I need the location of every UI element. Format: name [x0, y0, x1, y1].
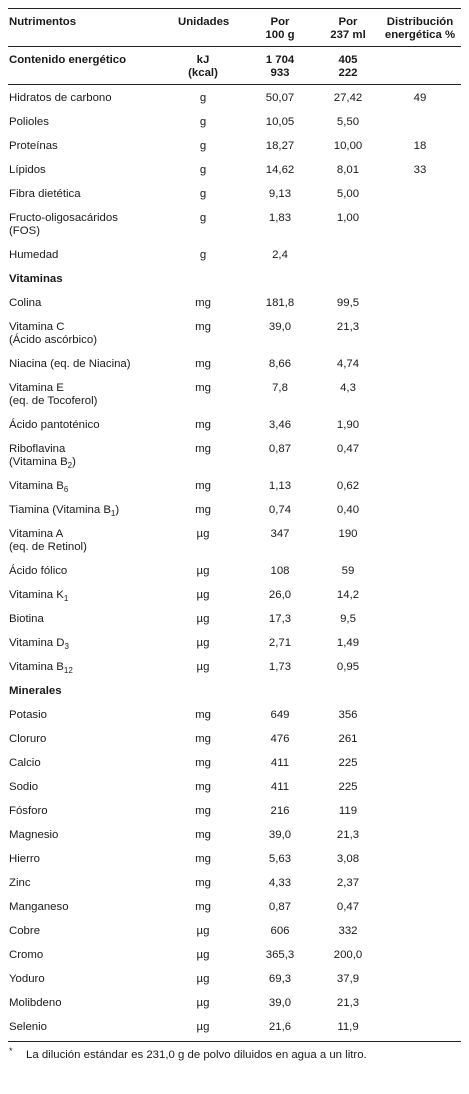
- cell-p100-zinc: 4,33: [268, 877, 292, 889]
- name-text: Fósforo: [9, 805, 48, 817]
- cell-unit-lipidos: g: [199, 164, 207, 176]
- header-por-237ml-line1: Por: [338, 16, 358, 28]
- name-text: Molibdeno: [9, 997, 62, 1009]
- energy-rule: [8, 84, 461, 85]
- subscript: 1: [63, 594, 69, 603]
- name-text: Lípidos: [9, 164, 46, 176]
- name-text: (Vitamina B: [9, 456, 68, 468]
- cell-p237-acido-pantotenico: 1,90: [336, 419, 360, 431]
- nutrient-name-acido-pantotenico: [9, 419, 100, 432]
- nutrient-name-zinc: [9, 877, 31, 890]
- name-text: Zinc: [9, 877, 31, 889]
- cell-unit-cobre: µg: [196, 925, 210, 937]
- name-text: Vitamina B: [9, 480, 64, 492]
- nutrient-name-lipidos: [9, 164, 46, 177]
- energy-unit-kcal: (kcal): [188, 67, 218, 79]
- name-text: (eq. de Retinol): [9, 541, 87, 553]
- cell-unit-cromo: µg: [196, 949, 210, 961]
- name-text: (FOS): [9, 225, 41, 237]
- cell-p100-vitamina-b12: 1,73: [268, 661, 292, 673]
- nutrient-name-vitamina-c-acido-ascorbico-line1: [9, 321, 65, 334]
- nutrient-name-niacina-eq-de-niacina: [9, 358, 131, 371]
- cell-p237-polioles: 5,50: [336, 116, 360, 128]
- name-text: Fructo-oligosacáridos: [9, 212, 118, 224]
- cell-p237-cobre: 332: [338, 925, 358, 937]
- name-text: Niacina (eq. de Niacina): [9, 358, 131, 370]
- subscript: 3: [64, 642, 69, 651]
- cell-unit-humedad: g: [199, 249, 207, 261]
- table-top-rule: [8, 8, 461, 9]
- cell-p100-hierro: 5,63: [268, 853, 292, 865]
- cell-p237-sodio: 225: [338, 781, 358, 793]
- name-text: Selenio: [9, 1021, 47, 1033]
- name-text: ): [115, 504, 120, 516]
- nutrient-name-vitamina-a-eq-de-retinol-line1: [9, 528, 63, 541]
- cell-unit-cloruro: mg: [195, 733, 211, 745]
- cell-p237-tiamina-vitamina-b1: 0,40: [336, 504, 360, 516]
- nutrient-name-tiamina-vitamina-b1: [9, 504, 119, 517]
- nutrient-name-vitamina-k1: [9, 589, 68, 602]
- table-bottom-rule: [8, 1041, 461, 1042]
- nutrient-name-fructo-oligosacaridos-fos-line2: [9, 225, 40, 238]
- energy-per237-kj: 405: [338, 54, 358, 66]
- header-distribucion-line2: energética %: [384, 29, 456, 41]
- cell-unit-proteinas: g: [199, 140, 207, 152]
- nutrient-name-selenio: [9, 1021, 47, 1034]
- name-text: Vitamina K: [9, 589, 64, 601]
- name-text: Fibra dietética: [9, 188, 81, 200]
- cell-p100-acido-pantotenico: 3,46: [268, 419, 292, 431]
- nutrient-name-fructo-oligosacaridos-fos-line1: [9, 212, 118, 225]
- cell-p100-acido-folico: 108: [270, 565, 290, 577]
- nutrient-name-vitamina-b12: [9, 661, 73, 674]
- nutrient-name-biotina: [9, 613, 44, 626]
- nutrient-name-potasio: [9, 709, 47, 722]
- name-text: Manganeso: [9, 901, 69, 913]
- nutrient-name-cromo: [9, 949, 43, 962]
- name-text: Polioles: [9, 116, 49, 128]
- cell-unit-fibra-dietetica: g: [199, 188, 207, 200]
- cell-p100-potasio: 649: [270, 709, 290, 721]
- energy-unit-kj: kJ: [196, 54, 210, 66]
- cell-p237-molibdeno: 21,3: [336, 997, 360, 1009]
- nutrient-name-yoduro: [9, 973, 45, 986]
- cell-unit-vitamina-e-eq-de-tocoferol: mg: [195, 382, 211, 394]
- cell-unit-selenio: µg: [196, 1021, 210, 1033]
- cell-p100-vitamina-a-eq-de-retinol: 347: [270, 528, 290, 540]
- name-text: Vitamina D: [9, 637, 65, 649]
- cell-p100-vitamina-c-acido-ascorbico: 39,0: [268, 321, 292, 333]
- name-text: ): [72, 456, 76, 468]
- name-text: Proteínas: [9, 140, 58, 152]
- nutrient-name-polioles: [9, 116, 49, 129]
- cell-p237-acido-folico: 59: [341, 565, 355, 577]
- nutrient-name-colina: [9, 297, 41, 310]
- cell-unit-hidratos-de-carbono: g: [199, 92, 207, 104]
- cell-p237-zinc: 2,37: [336, 877, 360, 889]
- nutrient-name-sodio: [9, 781, 38, 794]
- cell-unit-riboflavina-vitamina-b2: mg: [195, 443, 211, 455]
- cell-p237-cloruro: 261: [338, 733, 358, 745]
- cell-p100-yoduro: 69,3: [268, 973, 292, 985]
- cell-p237-vitamina-b6: 0,62: [336, 480, 360, 492]
- header-rule: [8, 46, 461, 47]
- cell-p100-magnesio: 39,0: [268, 829, 292, 841]
- cell-p100-fosforo: 216: [270, 805, 290, 817]
- cell-p237-vitamina-k1: 14,2: [336, 589, 360, 601]
- nutrient-name-acido-folico: [9, 565, 67, 578]
- header-unidades: Unidades: [178, 16, 230, 28]
- nutrient-name-humedad: [9, 249, 58, 262]
- nutrient-name-riboflavina-vitamina-b2-line1: [9, 443, 65, 456]
- header-distribucion-line1: Distribución: [386, 16, 454, 28]
- name-text: Cobre: [9, 925, 41, 937]
- name-text: Potasio: [9, 709, 47, 721]
- cell-unit-magnesio: mg: [195, 829, 211, 841]
- cell-p100-colina: 181,8: [265, 297, 295, 309]
- nutrient-name-manganeso: [9, 901, 69, 914]
- nutrient-name-vitamina-e-eq-de-tocoferol-line2: [9, 395, 97, 408]
- name-text: Vitamina C: [9, 321, 65, 333]
- cell-p100-tiamina-vitamina-b1: 0,74: [268, 504, 292, 516]
- nutrient-name-cobre: [9, 925, 40, 938]
- cell-unit-vitamina-a-eq-de-retinol: µg: [196, 528, 210, 540]
- name-text: Riboflavina: [9, 443, 66, 455]
- cell-p100-cromo: 365,3: [265, 949, 295, 961]
- cell-p100-cobre: 606: [270, 925, 290, 937]
- header-por-100g-line2: 100 g: [265, 29, 295, 41]
- cell-p100-vitamina-d3: 2,71: [268, 637, 292, 649]
- nutrient-name-proteinas: [9, 140, 58, 153]
- nutrient-name-vitamina-e-eq-de-tocoferol-line1: [9, 382, 64, 395]
- cell-p237-fructo-oligosacaridos-fos: 1,00: [336, 212, 360, 224]
- cell-unit-acido-folico: µg: [196, 565, 210, 577]
- cell-p237-manganeso: 0,47: [336, 901, 360, 913]
- cell-unit-tiamina-vitamina-b1: mg: [195, 504, 211, 516]
- energy-per100-kcal: 933: [270, 67, 290, 79]
- cell-p237-vitamina-e-eq-de-tocoferol: 4,3: [340, 382, 356, 394]
- name-text: Vitamina E: [9, 382, 64, 394]
- name-text: Hierro: [9, 853, 41, 865]
- cell-p237-riboflavina-vitamina-b2: 0,47: [336, 443, 360, 455]
- cell-unit-molibdeno: µg: [196, 997, 210, 1009]
- cell-p100-selenio: 21,6: [268, 1021, 292, 1033]
- footnote-asterisk: *: [9, 1046, 13, 1056]
- cell-p237-vitamina-d3: 1,49: [336, 637, 360, 649]
- nutrient-name-magnesio: [9, 829, 58, 842]
- name-text: Ácido pantoténico: [9, 419, 100, 431]
- footnote-text: La dilución estándar es 231,0 g de polvo diluidos en agua a un litro.: [26, 1049, 367, 1061]
- cell-p100-cloruro: 476: [270, 733, 290, 745]
- cell-unit-sodio: mg: [195, 781, 211, 793]
- name-text: Sodio: [9, 781, 39, 793]
- name-text: Colina: [9, 297, 42, 309]
- cell-p100-riboflavina-vitamina-b2: 0,87: [268, 443, 292, 455]
- cell-p237-fibra-dietetica: 5,00: [336, 188, 360, 200]
- cell-unit-yoduro: µg: [196, 973, 210, 985]
- nutrient-name-molibdeno: [9, 997, 62, 1010]
- energy-per100-kj: 1 704: [265, 54, 295, 66]
- nutrient-name-calcio: [9, 757, 41, 770]
- cell-unit-biotina: µg: [196, 613, 210, 625]
- name-text: Tiamina (Vitamina B: [9, 504, 111, 516]
- cell-p237-calcio: 225: [338, 757, 358, 769]
- cell-unit-fructo-oligosacaridos-fos: g: [199, 212, 207, 224]
- cell-unit-vitamina-k1: µg: [196, 589, 210, 601]
- cell-dist-lipidos: 33: [413, 164, 427, 176]
- cell-p100-vitamina-b6: 1,13: [268, 480, 292, 492]
- cell-p100-biotina: 17,3: [268, 613, 292, 625]
- cell-p237-vitamina-c-acido-ascorbico: 21,3: [336, 321, 360, 333]
- cell-p100-lipidos: 14,62: [265, 164, 295, 176]
- name-text: Humedad: [9, 249, 59, 261]
- name-text: Magnesio: [9, 829, 59, 841]
- name-text: Biotina: [9, 613, 44, 625]
- name-text: Cloruro: [9, 733, 47, 745]
- cell-unit-fosforo: mg: [195, 805, 211, 817]
- cell-unit-acido-pantotenico: mg: [195, 419, 211, 431]
- cell-p237-selenio: 11,9: [337, 1021, 359, 1033]
- subscript: 6: [63, 485, 69, 494]
- cell-unit-calcio: mg: [195, 757, 211, 769]
- cell-p237-vitamina-a-eq-de-retinol: 190: [338, 528, 358, 540]
- nutrient-name-fibra-dietetica: [9, 188, 81, 201]
- cell-unit-manganeso: mg: [195, 901, 211, 913]
- cell-unit-vitamina-c-acido-ascorbico: mg: [195, 321, 211, 333]
- cell-p100-hidratos-de-carbono: 50,07: [265, 92, 295, 104]
- name-text: Vitamina A: [9, 528, 64, 540]
- name-text: Calcio: [9, 757, 41, 769]
- section-heading-vitaminas: Vitaminas: [9, 273, 63, 285]
- name-text: (Ácido ascórbico): [9, 334, 97, 346]
- cell-p237-cromo: 200,0: [333, 949, 363, 961]
- nutrient-name-cloruro: [9, 733, 46, 746]
- header-por-100g-line1: Por: [270, 16, 290, 28]
- cell-unit-zinc: mg: [195, 877, 211, 889]
- cell-p237-niacina-eq-de-niacina: 4,74: [336, 358, 360, 370]
- cell-p100-polioles: 10,05: [265, 116, 295, 128]
- header-nutrimentos: Nutrimentos: [9, 16, 77, 28]
- cell-unit-colina: mg: [195, 297, 211, 309]
- cell-unit-potasio: mg: [195, 709, 211, 721]
- energy-label: Contenido energético: [9, 54, 127, 66]
- header-por-237ml-line2: 237 ml: [330, 29, 366, 41]
- cell-p100-humedad: 2,4: [272, 249, 288, 261]
- cell-unit-hierro: mg: [195, 853, 211, 865]
- name-text: Yoduro: [9, 973, 45, 985]
- name-text: Vitamina B: [9, 661, 64, 673]
- cell-p237-magnesio: 21,3: [336, 829, 360, 841]
- cell-dist-proteinas: 18: [413, 140, 427, 152]
- nutrient-name-fosforo: [9, 805, 48, 818]
- subscript: 2: [67, 461, 73, 470]
- cell-unit-niacina-eq-de-niacina: mg: [195, 358, 211, 370]
- nutrient-name-vitamina-a-eq-de-retinol-line2: [9, 541, 87, 554]
- subscript: 1: [110, 509, 116, 518]
- cell-unit-vitamina-b6: mg: [195, 480, 211, 492]
- cell-p237-proteinas: 10,00: [333, 140, 363, 152]
- nutrient-name-vitamina-d3: [9, 637, 69, 650]
- cell-p237-hidratos-de-carbono: 27,42: [333, 92, 363, 104]
- cell-dist-hidratos-de-carbono: 49: [413, 92, 427, 104]
- cell-p237-lipidos: 8,01: [336, 164, 360, 176]
- cell-p100-calcio: 411: [270, 757, 290, 769]
- nutrient-name-hidratos-de-carbono: [9, 92, 112, 105]
- subscript: 12: [63, 666, 73, 675]
- cell-p100-sodio: 411: [270, 781, 290, 793]
- cell-p237-colina: 99,5: [336, 297, 360, 309]
- cell-unit-polioles: g: [199, 116, 207, 128]
- name-text: Hidratos de carbono: [9, 92, 112, 104]
- nutrient-name-hierro: [9, 853, 40, 866]
- name-text: Ácido fólico: [9, 565, 68, 577]
- cell-p237-biotina: 9,5: [340, 613, 356, 625]
- nutrient-name-riboflavina-vitamina-b2-line2: [9, 456, 76, 469]
- cell-p237-fosforo: 119: [338, 805, 358, 817]
- cell-unit-vitamina-d3: µg: [196, 637, 210, 649]
- cell-p237-yoduro: 37,9: [336, 973, 360, 985]
- cell-p100-molibdeno: 39,0: [268, 997, 292, 1009]
- name-text: (eq. de Tocoferol): [9, 395, 98, 407]
- cell-p100-vitamina-e-eq-de-tocoferol: 7,8: [272, 382, 288, 394]
- nutrient-name-vitamina-c-acido-ascorbico-line2: [9, 334, 97, 347]
- energy-per237-kcal: 222: [338, 67, 358, 79]
- cell-p100-vitamina-k1: 26,0: [268, 589, 292, 601]
- cell-p100-proteinas: 18,27: [265, 140, 295, 152]
- cell-p100-fructo-oligosacaridos-fos: 1,83: [268, 212, 292, 224]
- nutrient-name-vitamina-b6: [9, 480, 68, 493]
- cell-p100-manganeso: 0,87: [268, 901, 292, 913]
- cell-p237-potasio: 356: [338, 709, 358, 721]
- name-text: Cromo: [9, 949, 44, 961]
- cell-p100-niacina-eq-de-niacina: 8,66: [268, 358, 292, 370]
- cell-p100-fibra-dietetica: 9,13: [268, 188, 292, 200]
- cell-unit-vitamina-b12: µg: [196, 661, 210, 673]
- cell-p237-hierro: 3,08: [336, 853, 360, 865]
- cell-p237-vitamina-b12: 0,95: [336, 661, 360, 673]
- section-heading-minerales: Minerales: [9, 685, 62, 697]
